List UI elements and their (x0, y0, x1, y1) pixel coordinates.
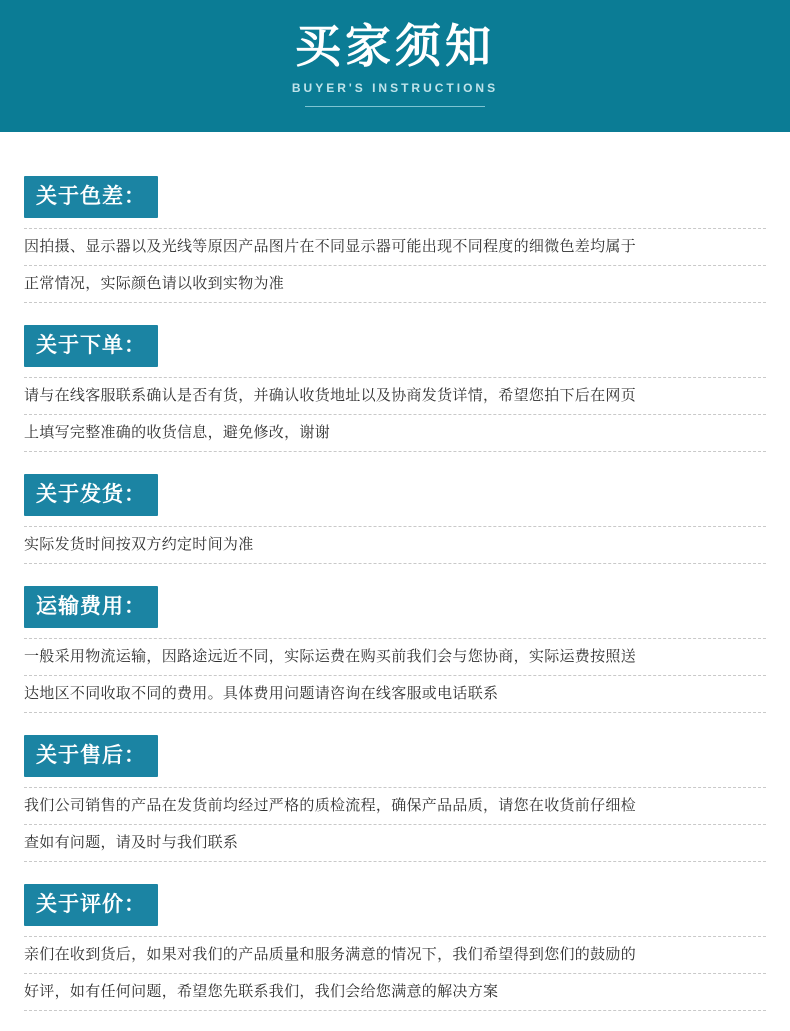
section-after-sales (24, 735, 766, 862)
section-heading: 关于发货： (24, 474, 158, 516)
section-body (24, 377, 766, 452)
body-line: 因拍摄、显示器以及光线等原因产品图片在不同显示器可能出现不同程度的细微色差均属于 (24, 228, 766, 266)
body-line: 实际发货时间按双方约定时间为准 (24, 526, 766, 564)
body-line: 好评，如有任何问题，希望您先联系我们，我们会给您满意的解决方案 (24, 974, 766, 1011)
section-heading: 关于售后： (24, 735, 158, 777)
section-heading: 关于评价： (24, 884, 158, 926)
content-area (0, 132, 790, 1031)
section-body (24, 936, 766, 1011)
body-line: 正常情况，实际颜色请以收到实物为准 (24, 266, 766, 303)
body-line: 亲们在收到货后，如果对我们的产品质量和服务满意的情况下，我们希望得到您们的鼓励的 (24, 936, 766, 974)
section-heading: 关于色差： (24, 176, 158, 218)
section-body (24, 228, 766, 303)
page-banner (0, 0, 790, 132)
section-body (24, 638, 766, 713)
body-line: 查如有问题，请及时与我们联系 (24, 825, 766, 862)
body-line: 请与在线客服联系确认是否有货，并确认收货地址以及协商发货详情，希望您拍下后在网页 (24, 377, 766, 415)
section-body (24, 526, 766, 564)
section-freight-cost (24, 586, 766, 713)
body-line: 一般采用物流运输，因路途远近不同，实际运费在购买前我们会与您协商，实际运费按照送 (24, 638, 766, 676)
body-line: 达地区不同收取不同的费用。具体费用问题请咨询在线客服或电话联系 (24, 676, 766, 713)
page-title: 买家须知 (295, 20, 495, 72)
section-heading: 运输费用： (24, 586, 158, 628)
section-color-difference (24, 176, 766, 303)
section-ordering (24, 325, 766, 452)
banner-divider (305, 106, 485, 107)
body-line: 我们公司销售的产品在发货前均经过严格的质检流程，确保产品品质，请您在收货前仔细检 (24, 787, 766, 825)
section-heading: 关于下单： (24, 325, 158, 367)
body-line: 上填写完整准确的收货信息，避免修改，谢谢 (24, 415, 766, 452)
section-shipping (24, 474, 766, 564)
page-subtitle: BUYER'S INSTRUCTIONS (291, 81, 499, 95)
section-body (24, 787, 766, 862)
section-reviews (24, 884, 766, 1011)
